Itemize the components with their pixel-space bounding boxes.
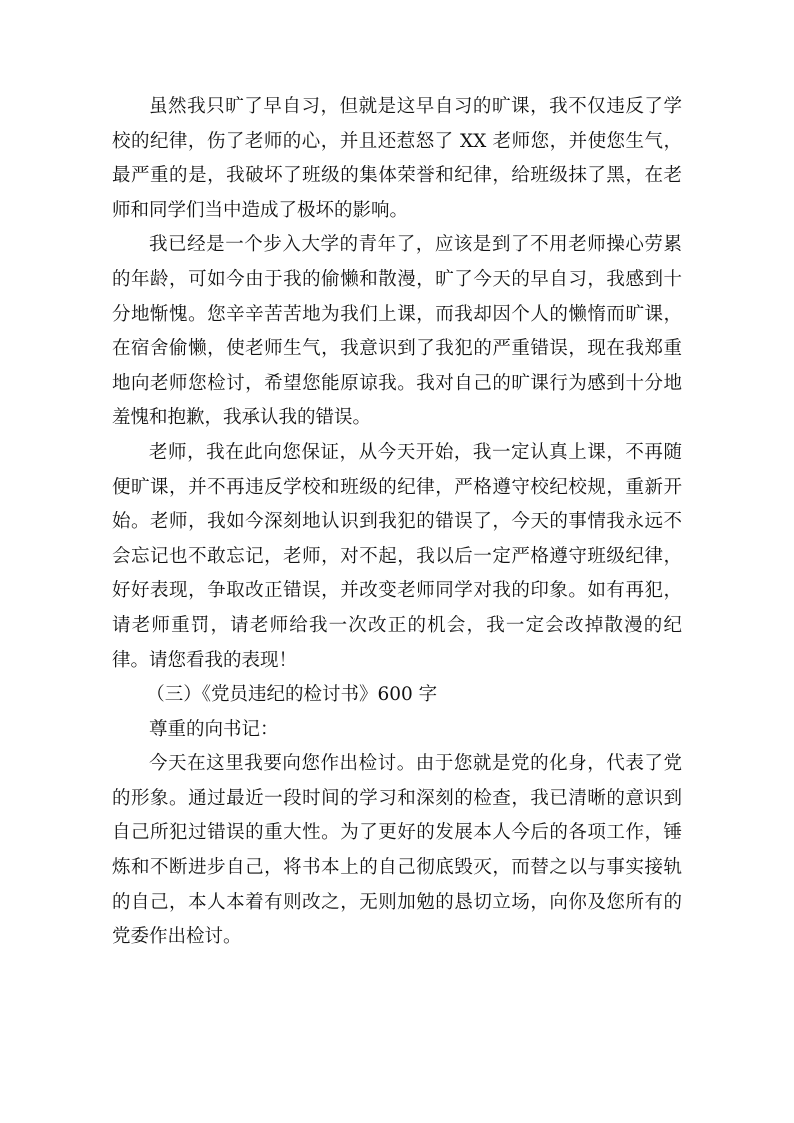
- salutation: 尊重的向书记：: [149, 718, 279, 740]
- paragraph: 老师，我在此向您保证，从今天开始，我一定认真上课，不再随便旷课，并不再违反学校和班级的纪律，严格遵守校纪校规，重新开始。老师，我如今深刻地认识到我犯的错误了，今天的事情我永远不会忘记也不敢忘记，老师，对不起，我以后一定严格遵守班级纪律，好好表现，争取改正错误，并改变老师同学对我的印象。如有再犯，请老师重罚，请老师给我一次改正的机会，我一定会改掉散漫的纪律。请您看我的表现！: [112, 441, 682, 671]
- document-body: [112, 90, 682, 955]
- section-heading: （三）《党员违纪的检讨书》600 字: [146, 684, 438, 706]
- paragraph: 我已经是一个步入大学的青年了，应该是到了不用老师操心劳累的年龄，可如今由于我的偷懒和散漫，旷了今天的早自习，我感到十分地惭愧。您辛辛苦苦地为我们上课，而我却因个人的懒惰而旷课，在宿舍偷懒，使老师生气，我意识到了我犯的严重错误，现在我郑重地向老师您检讨，希望您能原谅我。我对自己的旷课行为感到十分地羞愧和抱歉，我承认我的错误。: [112, 234, 682, 429]
- paragraph: 虽然我只旷了早自习，但就是这早自习的旷课，我不仅违反了学校的纪律，伤了老师的心，并且还惹怒了 XX 老师您，并使您生气，最严重的是，我破坏了班级的集体荣誉和纪律，给班级抹了黑，在老师和同学们当中造成了极坏的影响。: [112, 96, 682, 221]
- paragraph: 今天在这里我要向您作出检讨。由于您就是党的化身，代表了党的形象。通过最近一段时间的学习和深刻的检查，我已清晰的意识到自己所犯过错误的重大性。为了更好的发展本人今后的各项工作，锤炼和不断进步自己，将书本上的自己彻底毁灭，而替之以与事实接轨的自己，本人本着有则改之，无则加勉的恳切立场，向你及您所有的党委作出检讨。: [112, 753, 682, 948]
